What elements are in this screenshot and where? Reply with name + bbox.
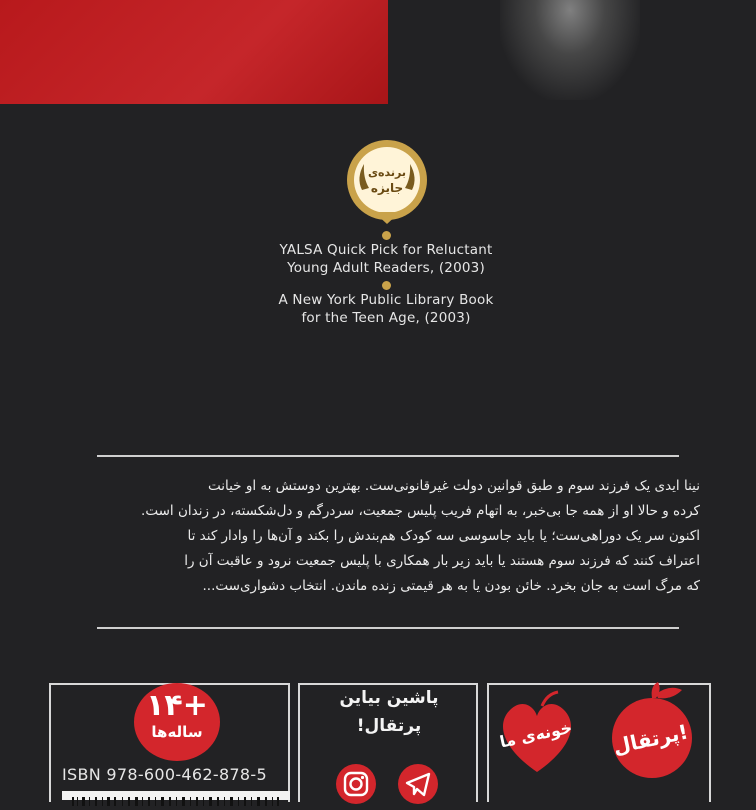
award-badge-line2: جایزه xyxy=(370,181,404,195)
bottom-divider xyxy=(97,627,679,629)
top-divider xyxy=(97,455,679,457)
instagram-icon[interactable] xyxy=(334,762,378,806)
summary-line: نینا ایدی یک فرزند سوم و طبق قوانین دولت غیرقانونی‌ست. بهترین دوستش به او خیانت xyxy=(207,478,700,494)
telegram-icon[interactable] xyxy=(396,762,440,806)
award-badge-line1: برنده‌ی xyxy=(367,166,407,179)
age-rating-value: ۱۴+ xyxy=(146,688,208,723)
award-text-line: A New York Public Library Book xyxy=(278,292,494,308)
front-cover-red-panel xyxy=(0,0,388,104)
barcode xyxy=(62,791,290,800)
khoone-ma-logo-text: خونه‌ی ما xyxy=(497,717,574,752)
summary-line: اعتراف کنند که فرزند سوم هستند یا باید زیر بار همکاری با پلیس جمعیت نرود و عاقبت آن را xyxy=(184,553,700,569)
porteghal-logo-text: پرتقال! xyxy=(610,719,691,759)
isbn-number: ISBN 978-600-462-878-5 xyxy=(62,765,267,784)
summary-line: کرده و حالا او از همه جا بی‌خبر، به اتهام فریب پلیس جمعیت، سردرگم و دل‌شکسته، در زندان است. xyxy=(141,503,700,519)
porteghal-logo xyxy=(600,680,704,784)
award-line xyxy=(186,291,586,327)
barcode-bars xyxy=(62,797,290,806)
promo-line1: پاشین بیاین xyxy=(339,688,439,708)
award-laurel-badge xyxy=(342,138,432,228)
promo-line2: پرتقال! xyxy=(356,716,422,736)
cover-photo-fragment xyxy=(500,0,640,100)
award-bullet-dot xyxy=(382,281,391,290)
award-text-line: YALSA Quick Pick for Reluctant xyxy=(279,242,493,258)
khoone-ma-logo xyxy=(492,686,582,782)
award-text-line: for the Teen Age, (2003) xyxy=(301,310,471,326)
age-rating-label: ساله‌ها xyxy=(151,723,203,741)
award-line xyxy=(186,241,586,277)
award-bullet-dot xyxy=(382,231,391,240)
book-summary xyxy=(100,474,700,599)
award-text-line: Young Adult Readers, (2003) xyxy=(287,260,485,276)
age-rating-badge xyxy=(134,683,220,761)
summary-line: که مرگ است به جان بخرد. خائن بودن یا به هر قیمتی زنده ماندن. انتخاب دشواری‌ست... xyxy=(202,578,700,594)
summary-line: اکنون سر یک دوراهی‌ست؛ یا باید جاسوسی سه کودک هم‌بندش را بکند و آن‌ها را وادار کند تا xyxy=(187,528,700,544)
